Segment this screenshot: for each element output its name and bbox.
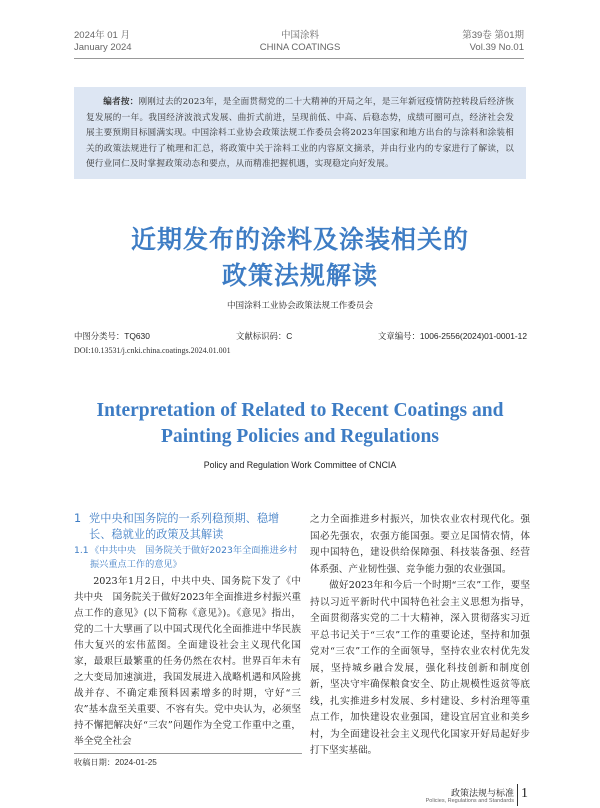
footer-section-en: Policies, Regulations and Standards [425,798,514,804]
header-rule [74,58,524,59]
header-date-cn: 2024年 01 月 [74,30,130,41]
section-title: 党中央和国务院的一系列稳预期、稳增长、稳就业的政策及其解读 [89,512,280,541]
footer-divider [517,784,518,806]
body-paragraph: 做好2023年和今后一个时期“三农”工作，要坚持以习近平新时代中国特色社会主义思想为指导，全面贯彻落实党的二十大精神，深入贯彻落实习近平总书记关于“三农”工作的重要论述，坚持和加强党对“三农”工作的全面领导，坚持农业农村优先发展，坚持城乡融合发展，强化科技创新和制度创新，坚决守牢确保粮食安全、防止规模性返贫等底线，扎实推进乡村发展、乡村建设、乡村治理等重点工作，加快建设农业强国，建设宜居宜业和美乡村，为全面建设社会主义现代化国家开好局起好步打下坚实基础。 [310,580,530,756]
body-right-column [310,512,530,760]
footer-section-cn: 政策法规与标准 [450,789,514,799]
doi: DOI:10.13531/j.cnki.china.coatings.2024.01.001 [74,346,231,355]
clc-number: 中图分类号：TQ630 [74,331,150,341]
subsection-title: 《中共中央 国务院关于做好2023年全面推进乡村振兴重点工作的意见》 [90,545,298,570]
document-code: 文献标识码：C [236,331,293,341]
subsection-number: 1.1 [74,545,89,556]
title-cn-line2: 政策法规解读 [221,261,378,290]
body-left-column: 2023年1月2日，中共中央、国务院下发了《中共中央 国务院关于做好2023年全面推进乡村振兴重点工作的意见》(以下简称《意见》)。《意见》指出，党的二十大擘画了以中国式现代化全面推进中华民族伟大复兴的宏伟蓝图。全面建设社会主义现代化国家，最艰巨最繁重的任务仍然在农村。世界百年未有之大变局加速演进，我国发展进入战略机遇和风险挑战并存、不确定难预料因素增多的时期，守好“三农”基本盘至关重要、不容有失。党中央认为，必须坚持不懈把解决好“三农”问题作为全党工作重中之重，举全党全社会 [74,576,301,747]
article-number: 文章编号：1006-2556(2024)01-0001-12 [378,331,527,341]
received-date: 收稿日期：2024-01-25 [74,758,157,767]
editor-note-box [74,87,526,179]
section-number: 1 [74,512,82,525]
author-en: Policy and Regulation Work Committee of CNCIA [203,460,397,470]
footnote-rule [74,753,302,754]
editor-note-label: 编者按： [103,97,139,107]
header-issue [462,30,524,54]
page-title-cn [0,222,600,294]
page-title-en: Interpretation of Related to Recent Coatings and Painting Policies and Regulations [96,400,504,447]
subsection-heading [74,544,299,572]
body-paragraph: 之力全面推进乡村振兴，加快农业农村现代化。强国必先强农，农强方能国强。要立足国情农情，体现中国特色，建设供给保障强、科技装备强、经营体系强、产业韧性强、竞争能力强的农业强国。 [310,514,530,575]
page-number: 1 [521,786,528,801]
header-date-en: January 2024 [74,42,132,53]
header-issue-cn: 第39卷 第01期 [462,30,524,41]
editor-note [86,95,514,173]
section-heading [74,511,299,543]
editor-note-text: 刚刚过去的2023年，是全面贯彻党的二十大精神的开局之年，是三年新冠疫情防控转段后经济恢复发展的一年。我国经济波浪式发展、曲折式前进，呈现前低、中高、后稳态势，成绩可圈可点，经济社会发展主要预期目标圆满实现。中国涂料工业协会政策法规工作委员会将2023年国家和地方出台的与涂料和涂装相关的政策法规进行了梳理和汇总，将政策中关于涂料工业的内容原文摘录，并由行业内的专家进行了解读，以便行业同仁及时掌握政策动态和要点，从而精准把握机遇，实现稳定向好发展。 [86,97,514,169]
title-cn-line1: 近期发布的涂料及涂装相关的 [130,225,469,254]
author-cn: 中国涂料工业协会政策法规工作委员会 [226,301,374,311]
header-issue-en: Vol.39 No.01 [469,42,524,53]
header-journal-en: CHINA COATINGS [259,42,341,53]
header-journal-cn: 中国涂料 [280,30,319,41]
